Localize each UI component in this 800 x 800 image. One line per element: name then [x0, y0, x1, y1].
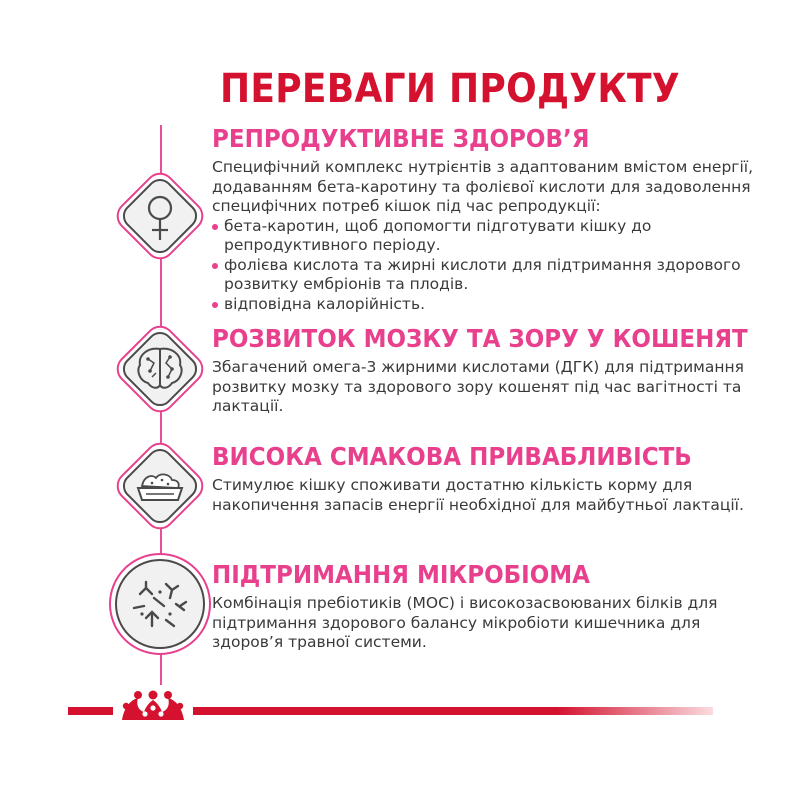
bullet-list [212, 217, 772, 315]
section-body: Стимулює кішку споживати достатню кількість корму для накопичення запасів енергії необхідної для майбутньої лактації. [212, 476, 744, 514]
section-brain-vision [212, 324, 772, 417]
section-body [212, 158, 772, 314]
food-bowl-icon [104, 430, 216, 542]
brain-circuit-icon [104, 313, 216, 425]
list-item: фолієва кислота та жирні кислоти для підтримання здорового розвитку ембріонів та плодів. [212, 256, 772, 295]
section-body: Комбінація пребіотиків (МОС) і високозасвоюваних білків для підтримання здорового балансу мікробіоти кишечника для здоров’я травної системи. [212, 594, 718, 651]
list-item: бета-каротин, щоб допомогти підготувати кішку до репродуктивного періоду. [212, 217, 772, 256]
section-title: ПІДТРИМАННЯ МІКРОБІОМА [212, 560, 590, 589]
footer-line-right [193, 707, 713, 715]
section-intro: Специфічний комплекс нутрієнтів з адаптованим вмістом енергії, додаванням бета-каротину та фолієвої кислоти для задоволення специфічних потреб кішок під час репродукції: [212, 158, 753, 215]
section-body: Збагачений омега-3 жирними кислотами (ДГК) для підтримання розвитку мозку та здорового зору кошенят під час вагітності та лактації. [212, 358, 744, 415]
section-title: РОЗВИТОК МОЗКУ ТА ЗОРУ У КОШЕНЯТ [212, 324, 748, 353]
page-title: ПЕРЕВАГИ ПРОДУКТУ [220, 66, 680, 112]
section-reproductive-health [212, 124, 772, 314]
list-item: відповідна калорійність. [212, 295, 772, 315]
royal-crown-logo [114, 684, 192, 728]
section-title: РЕПРОДУКТИВНЕ ЗДОРОВ’Я [212, 124, 590, 153]
footer-line-left [68, 707, 113, 715]
microbiome-icon [104, 548, 216, 660]
section-microbiome [212, 560, 772, 653]
section-palatability [212, 442, 772, 515]
female-symbol-icon [104, 160, 216, 272]
section-title: ВИСОКА СМАКОВА ПРИВАБЛИВІСТЬ [212, 442, 692, 471]
